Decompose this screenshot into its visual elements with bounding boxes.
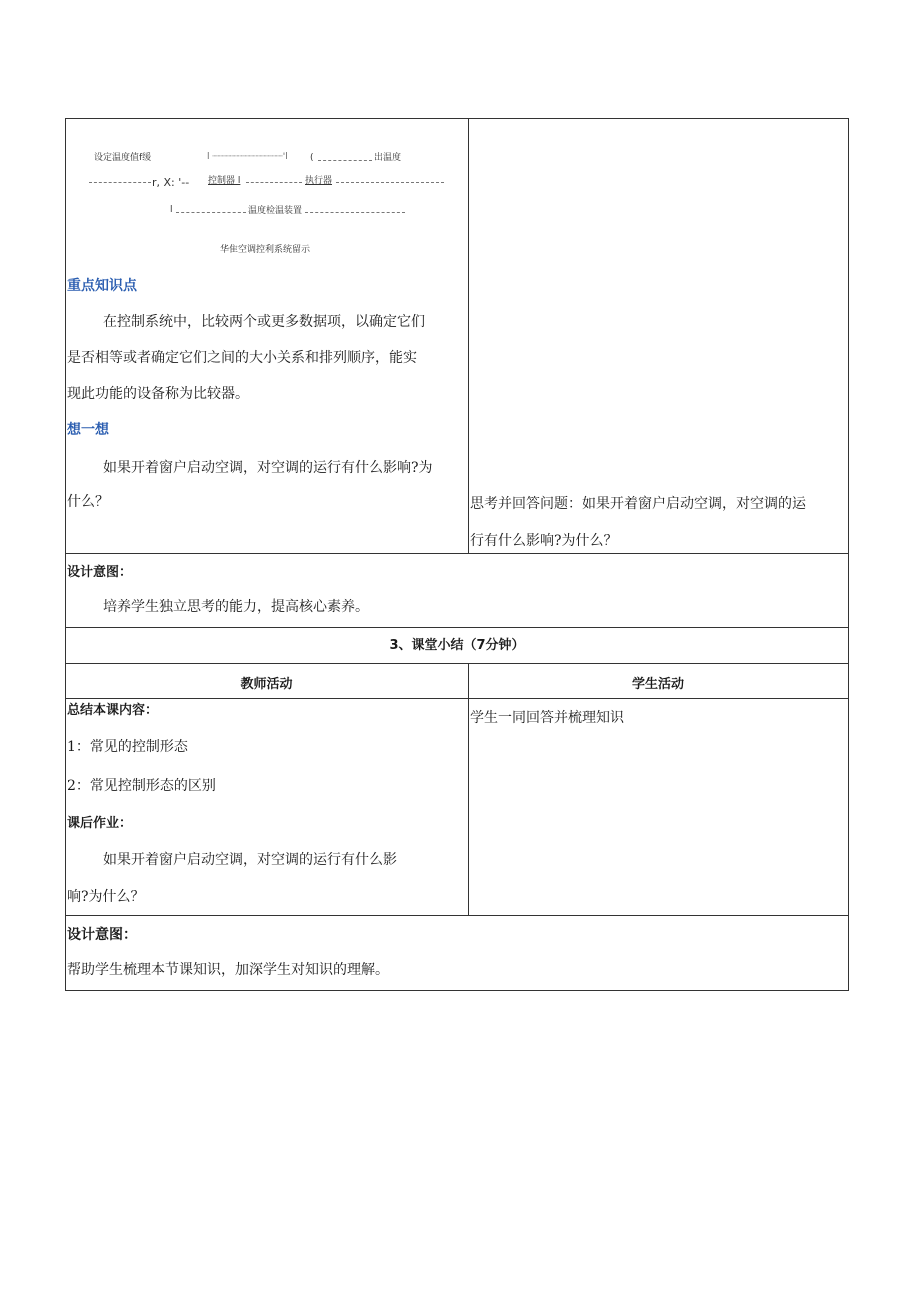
column-divider [468, 663, 469, 915]
summary-content-label: 总结本课内容： [67, 703, 159, 718]
design-intent-2-label: 设计意图： [67, 927, 137, 943]
diagram-output-line [336, 182, 444, 183]
think-question-line-1: 如果开着窗户启动空调，对空调的运行有什么影响?为 [103, 460, 433, 476]
diagram-top-mark: l ┈┈┈┈┈┈┈┈┈┈┈┈┈'l [207, 152, 288, 162]
row-divider [65, 698, 849, 699]
homework-label: 课后作业： [67, 816, 133, 831]
homework-line-2: 响?为什么？ [67, 889, 145, 905]
think-heading: 想一想 [67, 422, 109, 438]
student-activity-line-1: 思考并回答问题：如果开着窗户启动空调，对空调的运 [470, 496, 806, 512]
table-left-border [65, 118, 66, 990]
student-activity-line-2: 行有什么影响?为什么？ [470, 533, 618, 549]
diagram-input-line [89, 182, 151, 183]
summary-student-text: 学生一同回答并梳理知识 [470, 710, 624, 726]
teacher-activity-header: 教师活动 [240, 677, 293, 692]
key-points-paragraph-line-2: 是否相等或者确定它们之间的大小关系和排列顺序，能实 [67, 350, 417, 366]
teacher-activity-header-cell [65, 673, 468, 693]
diagram-feedback-line [176, 212, 246, 213]
key-points-paragraph-line-3: 现此功能的设备称为比较器。 [67, 386, 249, 402]
design-intent-text: 培养学生独立思考的能力，提高核心素养。 [103, 599, 369, 615]
row-divider [65, 553, 849, 554]
diagram-sensor-mark: l [170, 205, 173, 215]
homework-line-1: 如果开着窗户启动空调，对空调的运行有什么影 [103, 852, 397, 868]
diagram-link-line [246, 182, 302, 183]
diagram-out-label: 出温度 [374, 153, 402, 163]
diagram-actuator: 执行器 [305, 176, 333, 186]
column-divider [468, 118, 469, 553]
summary-item-2: 2：常见控制形态的区别 [67, 778, 216, 794]
diagram-caption: 华隹空调控利系统留示 [220, 245, 311, 255]
student-activity-header-cell [468, 673, 848, 693]
table-top-border [65, 118, 849, 119]
table-bottom-border [65, 990, 849, 991]
diagram-feedback-line-right [305, 212, 405, 213]
diagram-controller: 控制器 l [208, 176, 241, 186]
summary-title-row [65, 628, 849, 663]
design-intent-2-text: 帮助学生梳理本节课知识，加深学生对知识的理解。 [67, 962, 389, 978]
think-question-line-2: 什么？ [67, 494, 109, 510]
key-points-heading: 重点知识点 [67, 278, 137, 294]
row-divider [65, 915, 849, 916]
table-right-border [848, 118, 849, 990]
diagram-set-label: 设定温度值f缓 [94, 153, 152, 163]
design-intent-label: 设计意图： [67, 565, 133, 580]
student-activity-header: 学生活动 [631, 677, 684, 692]
key-points-paragraph-line-1: 在控制系统中，比较两个或更多数据项，以确定它们 [103, 314, 425, 330]
summary-item-1: 1：常见的控制形态 [67, 739, 188, 755]
diagram-out-line [318, 160, 372, 161]
summary-title: 3、课堂小结（7分钟） [389, 638, 525, 653]
diagram-left-mark: r, X: '-- [152, 176, 190, 189]
diagram-sensor: 温度检温装置 [248, 206, 303, 216]
row-divider [65, 663, 849, 664]
diagram-out-mark: ( [310, 153, 314, 163]
